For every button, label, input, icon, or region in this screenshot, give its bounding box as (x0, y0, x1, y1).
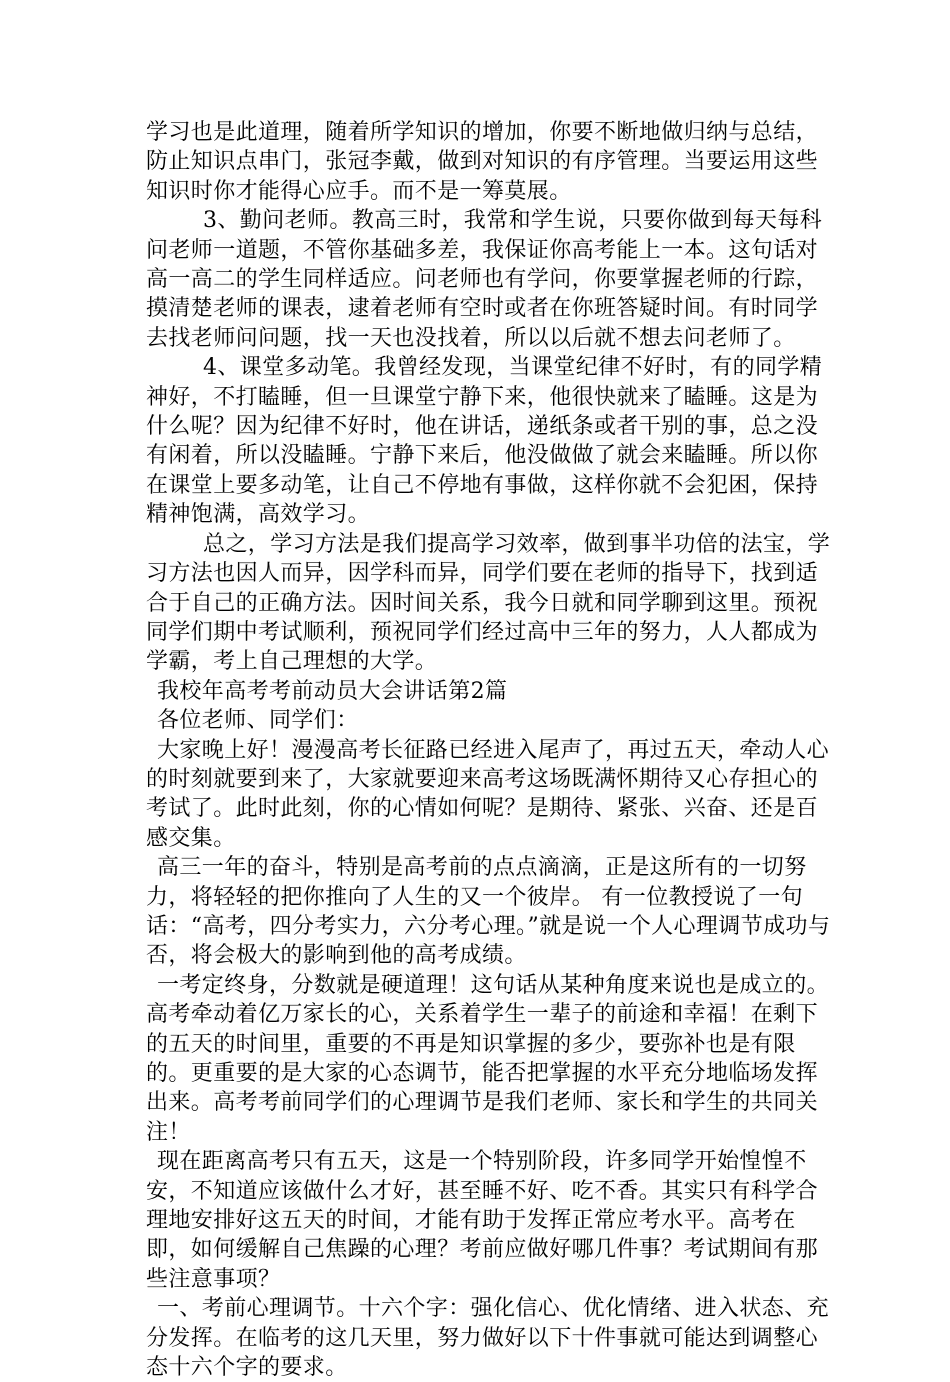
paragraph-greeting: 大家晚上好！漫漫高考长征路已经进入尾声了，再过五天，牵动人心的时刻就要到来了，大家就要迎来高考这场既满怀期待又心存担心的考试了。此时此刻，你的心情如何呢？是期待、紧张、兴奋、还是百感交集。 (146, 737, 830, 851)
paragraph-five-days: 现在距离高考只有五天，这是一个特别阶段，许多同学开始惶惶不安，不知道应该做什么才好，甚至睡不好、吃不香。其实只有科学合理地安排好这五天的时间，才能有助于发挥正常应考水平。高考在即，如何缓解自己焦躁的心理？考前应做好哪几件事？考试期间有那些注意事项？ (146, 1149, 819, 1292)
paragraph-psychology: 一、考前心理调节。十六个字：强化信心、优化情绪、进入状态、充分发挥。在临考的这几天里，努力做好以下十件事就可能达到调整心态十六个字的要求。 (146, 1296, 830, 1381)
paragraph-ask-teacher: 3、勤问老师。教高三时，我常和学生说，只要你做到每天每科问老师一道题，不管你基础多差，我保证你高考能上一本。这句话对高一高二的学生同样适应。问老师也有学问，你要掌握老师的行踪，摸清楚老师的课表，逮着老师有空时或者在你班答疑时间。有时同学去找老师问问题，找一天也没找着，所以以后就不想去问老师了。 (146, 208, 823, 351)
paragraph-senior-year: 高三一年的奋斗，特别是高考前的点点滴滴，正是这所有的一切努力，将轻轻的把你推向了人生的又一个彼岸。 有一位教授说了一句话：“高考，四分考实力，六分考心理。”就是说一个人心理调节成功与否，将会极大的影响到他的高考成绩。 (146, 855, 831, 969)
section-title: 我校年高考考前动员大会讲话第2篇 (157, 678, 508, 704)
salutation: 各位老师、同学们： (157, 708, 359, 734)
paragraph-one-exam: 一考定终身，分数就是硬道理！这句话从某种角度来说也是成立的。高考牵动着亿万家长的心，关系着学生一辈子的前途和幸福！在剩下的五天的时间里，重要的不再是知识掌握的多少，要弥补也是有限的。更重要的是大家的心态调节，能否把掌握的水平充分地临场发挥出来。高考考前同学们的心理调节是我们老师、家长和学生的共同关注！ (146, 972, 830, 1145)
document-body (146, 118, 836, 1382)
paragraph-study-summary: 学习也是此道理，随着所学知识的增加，你要不断地做归纳与总结，防止知识点串门，张冠李戴，做到对知识的有序管理。当要运用这些知识时你才能得心应手。而不是一筹莫展。 (146, 120, 819, 204)
paragraph-take-notes: 4、课堂多动笔。我曾经发现，当课堂纪律不好时，有的同学精神好，不打瞌睡，但一旦课堂宁静下来，他很快就来了瞌睡。这是为什么呢？因为纪律不好时，他在讲话，递纸条或者干别的事，总之没有闲着，所以没瞌睡。宁静下来后，他没做做了就会来瞌睡。所以你在课堂上要多动笔，让自己不停地有事做，这样你就不会犯困，保持精神饱满，高效学习。 (146, 355, 823, 528)
paragraph-conclusion: 总之，学习方法是我们提高学习效率，做到事半功倍的法宝，学习方法也因人而异，因学科而异，同学们要在老师的指导下，找到适合于自己的正确方法。因时间关系，我今日就和同学聊到这里。预祝同学们期中考试顺利，预祝同学们经过高中三年的努力，人人都成为学霸，考上自己理想的大学。 (146, 531, 831, 675)
